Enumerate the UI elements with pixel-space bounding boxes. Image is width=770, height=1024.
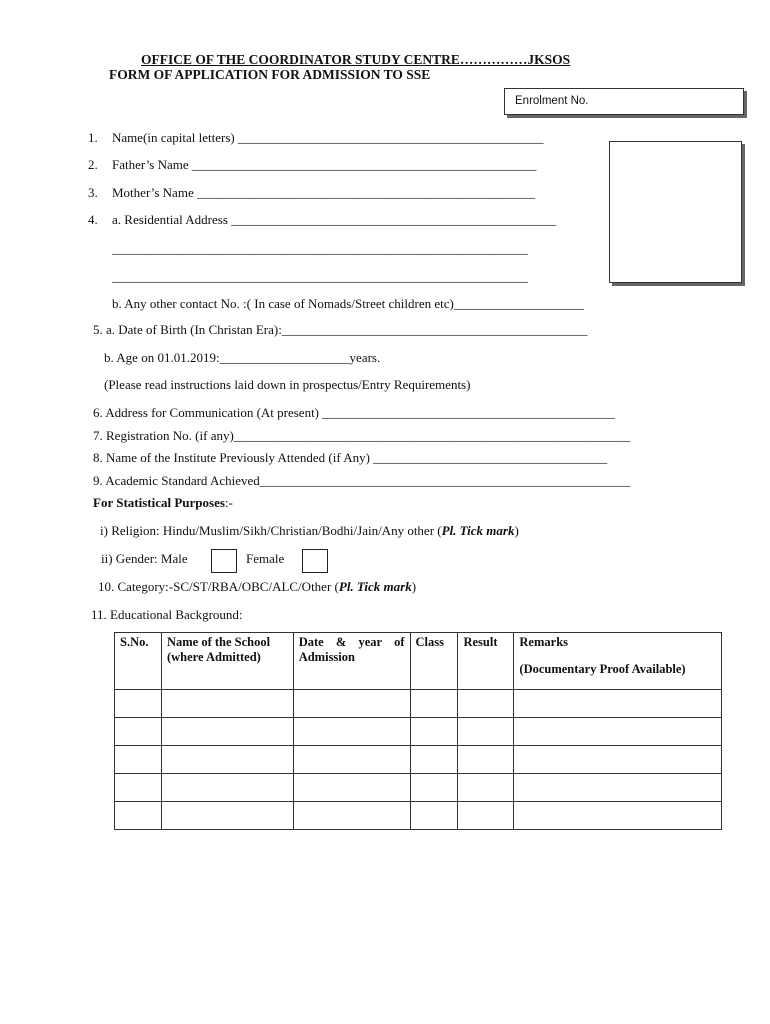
table-body bbox=[115, 690, 722, 830]
table-header-row bbox=[115, 633, 722, 690]
table-row bbox=[115, 802, 722, 830]
table-cell bbox=[410, 690, 458, 718]
form-title: FORM OF APPLICATION FOR ADMISSION TO SSE bbox=[109, 67, 431, 82]
col-header-school-name: Name of the School (where Admitted) bbox=[161, 633, 293, 690]
category-line bbox=[98, 579, 416, 595]
statistical-heading bbox=[93, 495, 233, 511]
field-date-of-birth: 5. a. Date of Birth (In Christan Era):_______________________________________________ bbox=[93, 322, 588, 337]
field-communication-address: 6. Address for Communication (At present) _____________________________________________ bbox=[93, 405, 615, 420]
field-previous-institute: 8. Name of the Institute Previously Attended (if Any) ____________________________________ bbox=[93, 450, 608, 465]
table-row bbox=[115, 746, 722, 774]
religion-close-paren: ) bbox=[514, 523, 519, 538]
table-cell bbox=[514, 802, 722, 830]
table-cell bbox=[293, 746, 410, 774]
religion-line bbox=[100, 523, 519, 539]
field-father-name: Father’s Name _____________________________________________________ bbox=[112, 157, 537, 172]
field-1-number: 1. bbox=[88, 130, 98, 145]
gender-female-label: Female bbox=[246, 551, 285, 566]
table-cell bbox=[161, 718, 293, 746]
female-tick-box bbox=[302, 549, 328, 573]
remarks-proof-note: (Documentary Proof Available) bbox=[519, 662, 686, 676]
table-cell bbox=[293, 690, 410, 718]
table-cell bbox=[293, 774, 410, 802]
religion-tick-note: Pl. Tick mark bbox=[441, 523, 515, 538]
table-row bbox=[115, 690, 722, 718]
category-tick-note: Pl. Tick mark bbox=[338, 579, 412, 594]
enrolment-number-box bbox=[504, 88, 744, 115]
field-3-number: 3. bbox=[88, 185, 98, 200]
table-cell bbox=[410, 774, 458, 802]
table-cell bbox=[115, 774, 162, 802]
col-header-remarks: Remarks (Documentary Proof Available) bbox=[514, 633, 722, 690]
field-registration-no: 7. Registration No. (if any)_____________________________________________________________ bbox=[93, 428, 631, 443]
field-academic-standard: 9. Academic Standard Achieved_________________________________________________________ bbox=[93, 473, 631, 488]
table-cell bbox=[514, 774, 722, 802]
address-line-3: ________________________________________________________________ bbox=[112, 269, 528, 284]
table-cell bbox=[161, 774, 293, 802]
col-header-admission-date: Date & year of Admission bbox=[293, 633, 410, 690]
table-cell bbox=[115, 718, 162, 746]
table-cell bbox=[410, 746, 458, 774]
table-cell bbox=[293, 802, 410, 830]
photo-box bbox=[609, 141, 742, 283]
table-cell bbox=[458, 802, 514, 830]
table-cell bbox=[161, 690, 293, 718]
table-cell bbox=[161, 746, 293, 774]
table-cell bbox=[514, 718, 722, 746]
table-cell bbox=[115, 802, 162, 830]
field-name: Name(in capital letters) _______________________________________________ bbox=[112, 130, 544, 145]
table-cell bbox=[458, 774, 514, 802]
table-row bbox=[115, 774, 722, 802]
table-cell bbox=[115, 746, 162, 774]
educational-background-table bbox=[114, 632, 722, 830]
table-cell bbox=[458, 690, 514, 718]
category-close-paren: ) bbox=[411, 579, 417, 594]
field-age: b. Age on 01.01.2019:____________________years. bbox=[104, 350, 381, 365]
field-2-number: 2. bbox=[88, 157, 98, 172]
field-other-contact: b. Any other contact No. :( In case of Nomads/Street children etc)____________________ bbox=[112, 296, 584, 311]
education-heading: 11. Educational Background: bbox=[91, 607, 243, 622]
col-header-result: Result bbox=[458, 633, 514, 690]
table-cell bbox=[514, 690, 722, 718]
table-cell bbox=[115, 690, 162, 718]
table-cell bbox=[410, 802, 458, 830]
statistical-heading-suffix: :- bbox=[224, 495, 233, 510]
religion-text: i) Religion: Hindu/Muslim/Sikh/Christian/Bodhi/Jain/Any other ( bbox=[100, 523, 442, 538]
col-header-class: Class bbox=[410, 633, 458, 690]
category-text: 10. Category:-SC/ST/RBA/OBC/ALC/Other ( bbox=[98, 579, 339, 594]
table-cell bbox=[458, 718, 514, 746]
table-row bbox=[115, 718, 722, 746]
table-cell bbox=[458, 746, 514, 774]
table-cell bbox=[161, 802, 293, 830]
table-cell bbox=[410, 718, 458, 746]
prospectus-note: (Please read instructions laid down in prospectus/Entry Requirements) bbox=[104, 377, 471, 392]
field-residential-address: a. Residential Address __________________________________________________ bbox=[112, 212, 557, 227]
address-line-2: ________________________________________________________________ bbox=[112, 241, 528, 256]
gender-male-label: ii) Gender: Male bbox=[101, 551, 188, 566]
office-title: OFFICE OF THE COORDINATOR STUDY CENTRE……………JKSOS bbox=[141, 52, 571, 67]
statistical-heading-text: For Statistical Purposes bbox=[93, 495, 225, 510]
field-4-number: 4. bbox=[88, 212, 98, 227]
enrolment-number-label: Enrolment No. bbox=[515, 95, 589, 107]
male-tick-box bbox=[211, 549, 237, 573]
table-cell bbox=[293, 718, 410, 746]
col-header-sno: S.No. bbox=[115, 633, 162, 690]
table-cell bbox=[514, 746, 722, 774]
field-mother-name: Mother’s Name ____________________________________________________ bbox=[112, 185, 535, 200]
